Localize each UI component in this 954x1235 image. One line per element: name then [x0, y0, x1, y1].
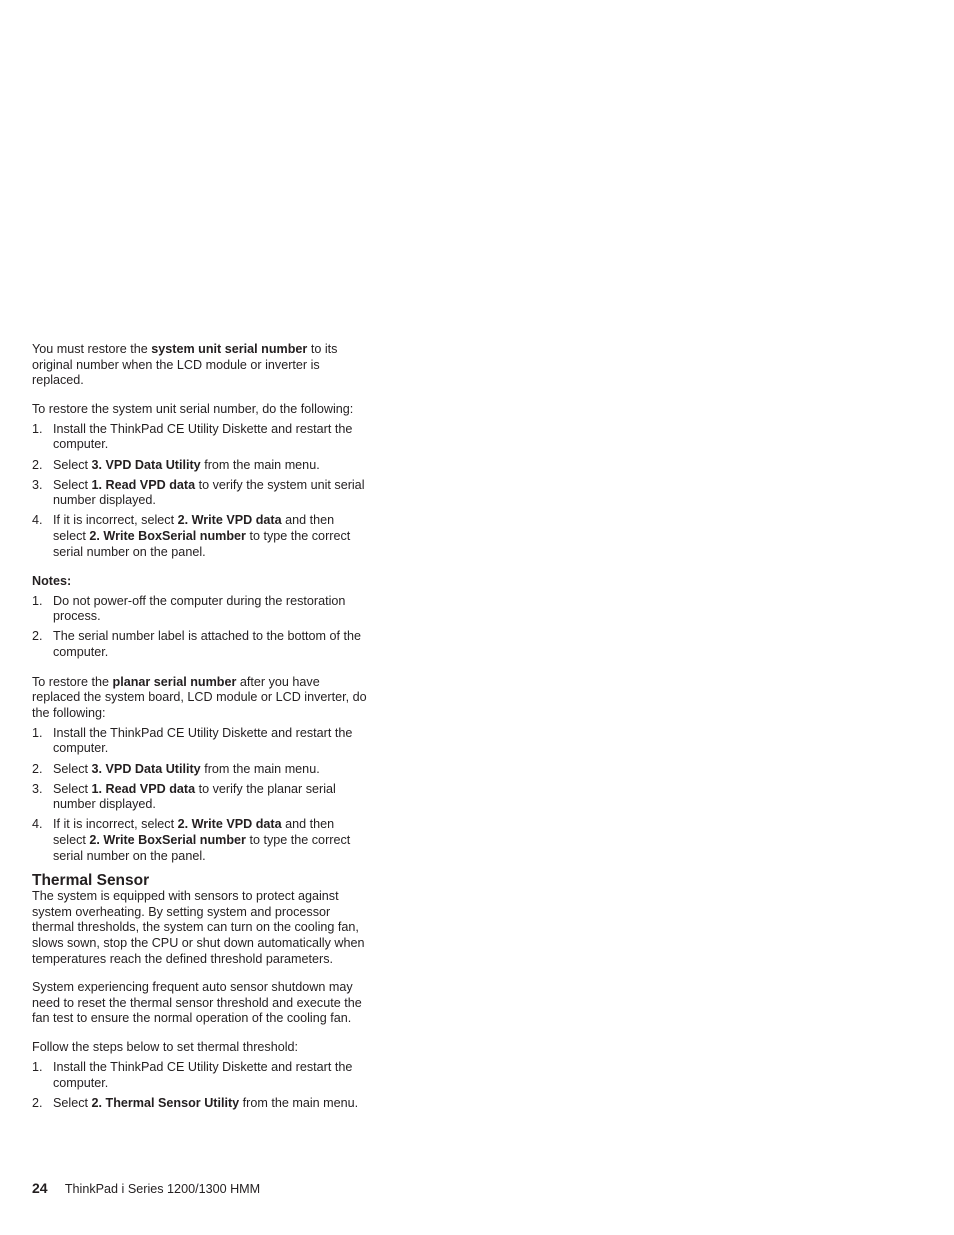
bold-term: 2. Write VPD data: [177, 817, 282, 832]
list-item: [32, 629, 367, 660]
serial-steps-list: [32, 422, 367, 560]
list-item: [32, 458, 367, 474]
planar-intro: [32, 675, 367, 722]
list-item-number: 1.: [32, 1059, 43, 1074]
bold-term: 1. Read VPD data: [91, 781, 196, 796]
list-item-number: 2.: [32, 457, 43, 472]
text-run: Install the ThinkPad CE Utility Diskette and restart the computer.: [53, 1059, 353, 1090]
text-run: Select: [53, 761, 92, 776]
text-run: Install the ThinkPad CE Utility Diskette and restart the computer.: [53, 725, 353, 756]
bold-term: system unit serial number: [151, 342, 308, 356]
text-run: Select: [53, 457, 92, 472]
list-item: [32, 762, 367, 778]
text-run: You must restore the: [32, 342, 152, 356]
text-run: Select: [53, 781, 92, 796]
bold-term: planar serial number: [112, 674, 237, 689]
text-run: to type the correct serial number on the panel.: [53, 528, 351, 559]
page-number: 24: [32, 1180, 48, 1196]
list-item-number: 3.: [32, 781, 43, 796]
list-item: [32, 478, 367, 509]
text-run: to its original number when the LCD module or inverter is replaced.: [32, 342, 338, 388]
bold-term: 3. VPD Data Utility: [91, 457, 201, 472]
text-run: to type the correct serial number on the panel.: [53, 832, 351, 863]
thermal-steps-list: [32, 1060, 367, 1111]
text-run: from the main menu.: [239, 1095, 359, 1110]
list-item: [32, 1060, 367, 1091]
list-item: [32, 513, 367, 560]
footer-title: ThinkPad i Series 1200/1300 HMM: [64, 1182, 261, 1196]
bold-term: 2. Write BoxSerial number: [89, 832, 246, 847]
bold-term: 2. Write VPD data: [177, 513, 282, 528]
list-item: [32, 817, 367, 864]
text-run: If it is incorrect, select: [53, 817, 178, 832]
list-item-number: 2.: [32, 1095, 43, 1110]
text-run: and then select: [53, 817, 335, 847]
thermal-steps-intro: Follow the steps below to set thermal threshold:: [32, 1039, 298, 1054]
list-item-number: 2.: [32, 761, 43, 776]
text-run: To restore the: [32, 674, 113, 689]
list-item: [32, 726, 367, 757]
list-item: [32, 782, 367, 813]
text-run: to verify the planar serial number displayed.: [53, 781, 336, 812]
list-item-number: 4.: [32, 513, 43, 528]
thermal-para-2: System experiencing frequent auto sensor shutdown may need to reset the thermal sensor threshold and execute the fan test to ensure the normal operation of the cooling fan.: [32, 980, 362, 1026]
text-run: to verify the system unit serial number displayed.: [53, 477, 365, 508]
text-run: after you have replaced the system board, LCD module or LCD inverter, do the following:: [32, 674, 367, 720]
serial-intro: [32, 342, 367, 389]
page-footer: [32, 1181, 260, 1197]
text-run: Install the ThinkPad CE Utility Diskette and restart the computer.: [53, 421, 353, 452]
list-item-number: 1.: [32, 593, 43, 608]
text-run: Select: [53, 1095, 92, 1110]
list-item-number: 4.: [32, 817, 43, 832]
text-run: from the main menu.: [200, 761, 320, 776]
thermal-para-1: The system is equipped with sensors to protect against system overheating. By setting system and processor thermal thresholds, the system can turn on the cooling fan, slows sown, stop the CPU or shut down automatically when temperatures reach the defined threshold parameters.: [32, 889, 365, 966]
bold-term: 2. Thermal Sensor Utility: [91, 1095, 240, 1110]
bold-term: 2. Write BoxSerial number: [89, 528, 246, 543]
text-column: [32, 342, 367, 1125]
text-run: If it is incorrect, select: [53, 513, 178, 528]
list-item-number: 3.: [32, 477, 43, 492]
notes-list: [32, 594, 367, 661]
text-run: from the main menu.: [200, 457, 320, 472]
list-item-number: 1.: [32, 725, 43, 740]
text-run: The serial number label is attached to the bottom of the computer.: [53, 629, 362, 659]
bold-term: 3. VPD Data Utility: [91, 761, 201, 776]
notes-heading: Notes:: [32, 574, 72, 589]
list-item: [32, 422, 367, 453]
list-item: [32, 1096, 367, 1112]
list-item-number: 2.: [32, 629, 43, 644]
thermal-heading: Thermal Sensor: [32, 872, 150, 890]
text-run: and then select: [53, 513, 335, 543]
list-item: [32, 594, 367, 625]
planar-steps-list: [32, 726, 367, 864]
bold-term: 1. Read VPD data: [91, 477, 196, 492]
list-item-number: 1.: [32, 421, 43, 436]
serial-restore-intro: To restore the system unit serial number, do the following:: [32, 401, 354, 416]
text-run: Select: [53, 477, 92, 492]
text-run: Do not power-off the computer during the restoration process.: [53, 593, 346, 624]
